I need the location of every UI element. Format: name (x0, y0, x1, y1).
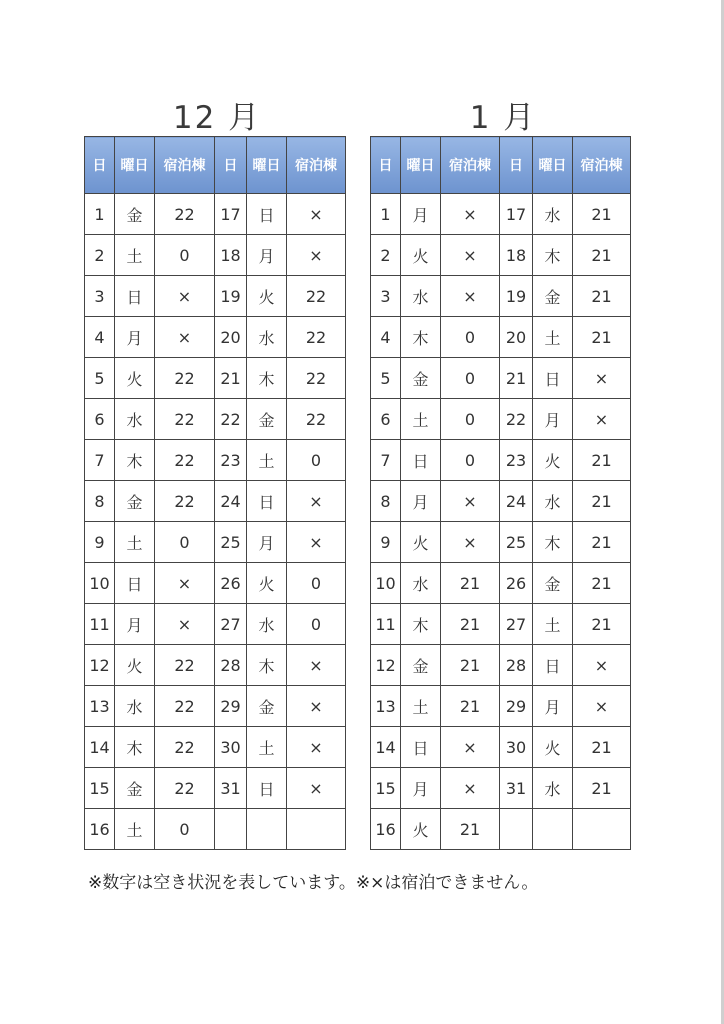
weekday-cell: 火 (401, 235, 441, 276)
lodging-availability-cell: 22 (155, 686, 215, 727)
weekday-cell: 月 (247, 235, 287, 276)
table-row (85, 481, 346, 522)
weekday-cell: 水 (247, 317, 287, 358)
table-row (371, 358, 631, 399)
weekday-cell: 水 (115, 399, 155, 440)
day-cell: 20 (500, 317, 533, 358)
lodging-availability-cell: 21 (573, 604, 631, 645)
weekday-cell: 土 (247, 440, 287, 481)
weekday-cell: 日 (533, 645, 573, 686)
lodging-availability-cell: × (441, 235, 500, 276)
weekday-cell: 水 (533, 194, 573, 235)
day-cell: 5 (371, 358, 401, 399)
lodging-availability-cell: × (573, 399, 631, 440)
weekday-cell: 金 (247, 399, 287, 440)
table-row (85, 235, 346, 276)
lodging-availability-cell: 22 (155, 358, 215, 399)
table-row (371, 686, 631, 727)
table-row (85, 399, 346, 440)
day-cell: 24 (215, 481, 247, 522)
weekday-cell: 木 (401, 604, 441, 645)
table-row (371, 727, 631, 768)
lodging-availability-cell: 21 (573, 317, 631, 358)
weekday-cell: 日 (247, 768, 287, 809)
lodging-availability-cell: 22 (287, 276, 346, 317)
lodging-availability-cell: 0 (287, 604, 346, 645)
day-cell: 4 (371, 317, 401, 358)
weekday-cell: 火 (247, 276, 287, 317)
weekday-cell: 木 (247, 645, 287, 686)
day-cell: 24 (500, 481, 533, 522)
header-lodging: 宿泊棟 (155, 137, 215, 194)
table-row (85, 768, 346, 809)
day-cell: 12 (371, 645, 401, 686)
weekday-cell: 水 (115, 686, 155, 727)
weekday-cell: 月 (401, 768, 441, 809)
day-cell: 7 (85, 440, 115, 481)
day-cell: 29 (215, 686, 247, 727)
table-row (371, 194, 631, 235)
lodging-availability-cell: × (287, 235, 346, 276)
lodging-availability-cell: 21 (573, 440, 631, 481)
weekday-cell: 火 (401, 809, 441, 850)
weekday-cell: 土 (533, 317, 573, 358)
december-calendar-table (84, 136, 346, 850)
day-cell: 8 (85, 481, 115, 522)
day-cell: 5 (85, 358, 115, 399)
day-cell: 19 (500, 276, 533, 317)
table-row (371, 276, 631, 317)
day-cell: 21 (500, 358, 533, 399)
day-cell: 15 (371, 768, 401, 809)
table-row (85, 604, 346, 645)
table-row (85, 194, 346, 235)
day-cell: 16 (85, 809, 115, 850)
lodging-availability-cell: × (573, 358, 631, 399)
day-cell (215, 809, 247, 850)
lodging-availability-cell: 22 (155, 481, 215, 522)
day-cell: 17 (215, 194, 247, 235)
weekday-cell: 月 (533, 399, 573, 440)
lodging-availability-cell: 22 (155, 399, 215, 440)
day-cell: 25 (500, 522, 533, 563)
lodging-availability-cell: × (573, 686, 631, 727)
table-row (371, 440, 631, 481)
weekday-cell: 日 (401, 440, 441, 481)
availability-note: ※数字は空き状況を表しています。※×は宿泊できません。 (88, 873, 539, 893)
day-cell: 31 (215, 768, 247, 809)
lodging-availability-cell: 22 (155, 645, 215, 686)
lodging-availability-cell: × (441, 481, 500, 522)
lodging-availability-cell: 0 (155, 522, 215, 563)
header-lodging: 宿泊棟 (441, 137, 500, 194)
weekday-cell: 金 (115, 768, 155, 809)
lodging-availability-cell: 21 (441, 604, 500, 645)
lodging-availability-cell: 21 (573, 276, 631, 317)
lodging-availability-cell: 22 (155, 727, 215, 768)
day-cell: 16 (371, 809, 401, 850)
january-title: 1 月 (469, 100, 537, 136)
lodging-availability-cell: 0 (441, 358, 500, 399)
weekday-cell: 金 (401, 358, 441, 399)
weekday-cell: 金 (533, 276, 573, 317)
table-row (85, 276, 346, 317)
header-day: 日 (500, 137, 533, 194)
day-cell: 20 (215, 317, 247, 358)
day-cell: 18 (500, 235, 533, 276)
weekday-cell: 土 (115, 522, 155, 563)
day-cell: 11 (371, 604, 401, 645)
lodging-availability-cell: 22 (155, 768, 215, 809)
day-cell: 31 (500, 768, 533, 809)
weekday-cell: 金 (401, 645, 441, 686)
lodging-availability-cell: 21 (573, 235, 631, 276)
header-weekday: 曜日 (533, 137, 573, 194)
day-cell: 8 (371, 481, 401, 522)
day-cell: 12 (85, 645, 115, 686)
weekday-cell: 火 (533, 440, 573, 481)
day-cell: 22 (500, 399, 533, 440)
day-cell: 18 (215, 235, 247, 276)
weekday-cell: 月 (533, 686, 573, 727)
lodging-availability-cell: × (441, 727, 500, 768)
day-cell: 3 (371, 276, 401, 317)
day-cell: 4 (85, 317, 115, 358)
weekday-cell: 水 (533, 481, 573, 522)
lodging-availability-cell: × (155, 604, 215, 645)
table-row (85, 563, 346, 604)
table-row (85, 809, 346, 850)
table-row (371, 768, 631, 809)
lodging-availability-cell: 21 (441, 563, 500, 604)
day-cell: 29 (500, 686, 533, 727)
december-rows (85, 194, 346, 850)
weekday-cell: 火 (115, 645, 155, 686)
table-row (85, 727, 346, 768)
day-cell: 26 (215, 563, 247, 604)
lodging-availability-cell: 22 (155, 194, 215, 235)
weekday-cell: 火 (401, 522, 441, 563)
day-cell: 30 (215, 727, 247, 768)
lodging-availability-cell: × (155, 563, 215, 604)
weekday-cell: 水 (401, 276, 441, 317)
day-cell: 1 (371, 194, 401, 235)
table-row (85, 522, 346, 563)
weekday-cell: 木 (247, 358, 287, 399)
weekday-cell: 木 (115, 727, 155, 768)
december-title: 12 月 (172, 100, 262, 136)
weekday-cell: 火 (247, 563, 287, 604)
table-row (371, 235, 631, 276)
day-cell: 14 (85, 727, 115, 768)
december-header-row (85, 137, 346, 194)
day-cell: 2 (85, 235, 115, 276)
table-row (371, 563, 631, 604)
january-calendar-table (370, 136, 631, 850)
lodging-availability-cell: × (287, 768, 346, 809)
lodging-availability-cell: × (441, 768, 500, 809)
lodging-availability-cell: 21 (573, 563, 631, 604)
day-cell: 14 (371, 727, 401, 768)
day-cell: 25 (215, 522, 247, 563)
header-day: 日 (215, 137, 247, 194)
day-cell: 11 (85, 604, 115, 645)
day-cell: 13 (371, 686, 401, 727)
lodging-availability-cell: 21 (573, 481, 631, 522)
day-cell: 15 (85, 768, 115, 809)
day-cell: 23 (215, 440, 247, 481)
day-cell (500, 809, 533, 850)
lodging-availability-cell: × (155, 276, 215, 317)
table-row (371, 645, 631, 686)
weekday-cell: 土 (115, 235, 155, 276)
lodging-availability-cell: 21 (441, 686, 500, 727)
weekday-cell: 日 (247, 194, 287, 235)
day-cell: 2 (371, 235, 401, 276)
day-cell: 9 (85, 522, 115, 563)
weekday-cell: 金 (533, 563, 573, 604)
lodging-availability-cell: 21 (441, 645, 500, 686)
lodging-availability-cell: × (287, 645, 346, 686)
day-cell: 9 (371, 522, 401, 563)
table-row (371, 809, 631, 850)
lodging-availability-cell (573, 809, 631, 850)
day-cell: 7 (371, 440, 401, 481)
lodging-availability-cell: 21 (441, 809, 500, 850)
day-cell: 10 (371, 563, 401, 604)
weekday-cell: 水 (401, 563, 441, 604)
weekday-cell: 火 (533, 727, 573, 768)
weekday-cell: 水 (247, 604, 287, 645)
lodging-availability-cell: × (287, 686, 346, 727)
lodging-availability-cell: × (287, 727, 346, 768)
lodging-availability-cell: × (573, 645, 631, 686)
weekday-cell: 日 (115, 563, 155, 604)
header-weekday: 曜日 (247, 137, 287, 194)
header-weekday: 曜日 (115, 137, 155, 194)
lodging-availability-cell: 0 (155, 809, 215, 850)
weekday-cell: 月 (115, 317, 155, 358)
weekday-cell: 土 (533, 604, 573, 645)
header-weekday: 曜日 (401, 137, 441, 194)
lodging-availability-cell: 0 (287, 563, 346, 604)
header-day: 日 (371, 137, 401, 194)
lodging-availability-cell: 22 (287, 317, 346, 358)
weekday-cell: 金 (247, 686, 287, 727)
weekday-cell: 月 (401, 194, 441, 235)
weekday-cell: 月 (115, 604, 155, 645)
table-row (371, 604, 631, 645)
lodging-availability-cell: 21 (573, 727, 631, 768)
table-row (85, 686, 346, 727)
table-row (85, 440, 346, 481)
table-row (85, 645, 346, 686)
table-row (85, 317, 346, 358)
table-row (85, 358, 346, 399)
lodging-availability-cell: 0 (287, 440, 346, 481)
weekday-cell: 土 (401, 399, 441, 440)
weekday-cell: 木 (115, 440, 155, 481)
table-row (371, 317, 631, 358)
january-header-row (371, 137, 631, 194)
table-row (371, 481, 631, 522)
day-cell: 3 (85, 276, 115, 317)
weekday-cell: 木 (533, 522, 573, 563)
header-lodging: 宿泊棟 (573, 137, 631, 194)
weekday-cell (247, 809, 287, 850)
weekday-cell: 金 (115, 481, 155, 522)
lodging-availability-cell: 22 (287, 358, 346, 399)
lodging-availability-cell: 0 (441, 440, 500, 481)
january-rows (371, 194, 631, 850)
lodging-availability-cell: × (441, 194, 500, 235)
lodging-availability-cell: 0 (441, 317, 500, 358)
table-row (371, 399, 631, 440)
weekday-cell: 木 (533, 235, 573, 276)
lodging-availability-cell: × (287, 522, 346, 563)
weekday-cell: 木 (401, 317, 441, 358)
weekday-cell: 日 (401, 727, 441, 768)
weekday-cell: 土 (401, 686, 441, 727)
lodging-availability-cell: 0 (155, 235, 215, 276)
day-cell: 17 (500, 194, 533, 235)
weekday-cell: 日 (533, 358, 573, 399)
day-cell: 10 (85, 563, 115, 604)
lodging-availability-cell: × (155, 317, 215, 358)
weekday-cell: 土 (247, 727, 287, 768)
lodging-availability-cell: 21 (573, 522, 631, 563)
day-cell: 6 (371, 399, 401, 440)
day-cell: 19 (215, 276, 247, 317)
day-cell: 1 (85, 194, 115, 235)
lodging-availability-cell: 22 (287, 399, 346, 440)
header-lodging: 宿泊棟 (287, 137, 346, 194)
day-cell: 21 (215, 358, 247, 399)
day-cell: 27 (215, 604, 247, 645)
weekday-cell: 火 (115, 358, 155, 399)
day-cell: 26 (500, 563, 533, 604)
weekday-cell (533, 809, 573, 850)
weekday-cell: 日 (115, 276, 155, 317)
day-cell: 23 (500, 440, 533, 481)
table-row (371, 522, 631, 563)
lodging-availability-cell: 21 (573, 194, 631, 235)
day-cell: 6 (85, 399, 115, 440)
weekday-cell: 月 (401, 481, 441, 522)
weekday-cell: 水 (533, 768, 573, 809)
lodging-availability-cell: × (287, 481, 346, 522)
day-cell: 28 (500, 645, 533, 686)
day-cell: 28 (215, 645, 247, 686)
weekday-cell: 月 (247, 522, 287, 563)
weekday-cell: 日 (247, 481, 287, 522)
lodging-availability-cell: × (441, 276, 500, 317)
lodging-availability-cell: × (441, 522, 500, 563)
lodging-availability-cell: 22 (155, 440, 215, 481)
lodging-availability-cell (287, 809, 346, 850)
header-day: 日 (85, 137, 115, 194)
lodging-availability-cell: 21 (573, 768, 631, 809)
weekday-cell: 金 (115, 194, 155, 235)
day-cell: 22 (215, 399, 247, 440)
lodging-availability-cell: 0 (441, 399, 500, 440)
day-cell: 27 (500, 604, 533, 645)
day-cell: 13 (85, 686, 115, 727)
weekday-cell: 土 (115, 809, 155, 850)
lodging-availability-cell: × (287, 194, 346, 235)
day-cell: 30 (500, 727, 533, 768)
